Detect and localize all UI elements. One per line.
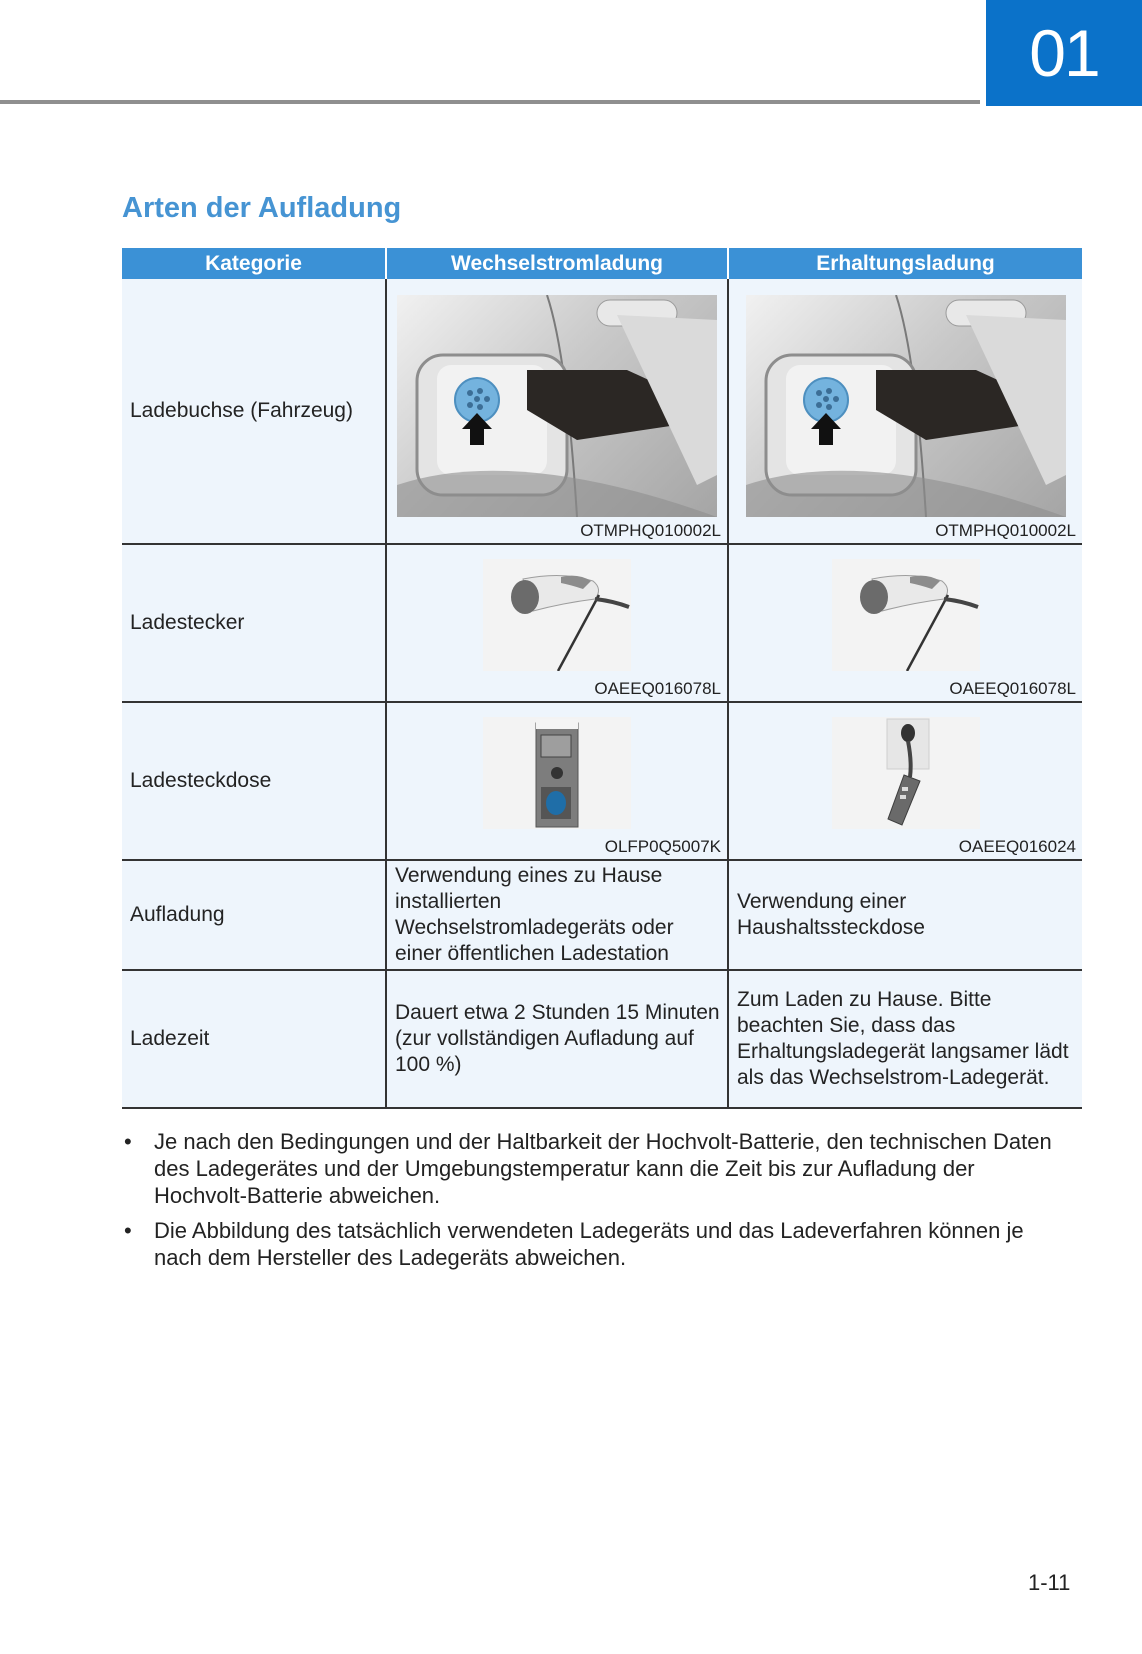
image-code: OAEEQ016024	[958, 837, 1076, 856]
ac-connector-cell	[386, 544, 728, 702]
table-row	[122, 279, 1082, 544]
table-row	[122, 970, 1082, 1108]
table-row	[122, 702, 1082, 860]
trickle-inlet-cell	[728, 279, 1082, 544]
note-item	[122, 1217, 1052, 1271]
row-label: Aufladung	[122, 860, 386, 970]
column-header-trickle: Erhaltungsladung	[728, 248, 1082, 279]
charging-connector-photo	[832, 559, 980, 671]
note-item	[122, 1128, 1052, 1209]
ac-time-text: Dauert etwa 2 Stunden 15 Minuten (zur vollständigen Aufladung auf 100 %)	[386, 970, 728, 1108]
charging-types-table	[122, 248, 1082, 1109]
wallbox-photo	[483, 717, 631, 829]
charging-inlet-photo	[746, 295, 1066, 517]
row-label: Ladezeit	[122, 970, 386, 1108]
image-code: OAEEQ016078L	[594, 679, 721, 698]
charging-inlet-photo	[397, 295, 717, 517]
note-text: Je nach den Bedingungen und der Haltbarkeit der Hochvolt-Batterie, den technischen Daten des Ladegerätes und der Umgebungstemperatur kann die Zeit bis zur Aufladung der Hochvolt-Batterie abweichen.	[154, 1129, 1052, 1208]
image-code: OAEEQ016078L	[949, 679, 1076, 698]
header-rule	[0, 100, 980, 104]
table-header-row	[122, 248, 1082, 279]
chapter-tab	[986, 0, 1142, 106]
ac-inlet-cell	[386, 279, 728, 544]
image-code: OTMPHQ010002L	[935, 521, 1076, 540]
page-number: 1-11	[1028, 1570, 1071, 1595]
row-label: Ladestecker	[122, 544, 386, 702]
ac-socket-cell	[386, 702, 728, 860]
section-title: Arten der Aufladung	[122, 192, 402, 224]
table-row	[122, 544, 1082, 702]
trickle-method-text: Verwendung einer Haushaltssteckdose	[728, 860, 1082, 970]
ac-method-text: Verwendung eines zu Hause installierten Wechselstromladegeräts oder einer öffentlichen Ladestation	[386, 860, 728, 970]
row-label: Ladebuchse (Fahrzeug)	[122, 279, 386, 544]
column-header-category: Kategorie	[122, 248, 386, 279]
bullet-icon: •	[124, 1218, 132, 1243]
note-text: Die Abbildung des tatsächlich verwendeten Ladegeräts und das Ladeverfahren können je nach dem Hersteller des Ladegeräts abweichen.	[154, 1218, 1024, 1270]
table-row	[122, 860, 1082, 970]
row-label: Ladesteckdose	[122, 702, 386, 860]
trickle-connector-cell	[728, 544, 1082, 702]
image-code: OTMPHQ010002L	[580, 521, 721, 540]
charging-connector-photo	[483, 559, 631, 671]
column-header-ac: Wechselstromladung	[386, 248, 728, 279]
household-socket-charger-photo	[832, 717, 980, 829]
chapter-number: 01	[1029, 16, 1099, 90]
bullet-icon: •	[124, 1129, 132, 1154]
image-code: OLFP0Q5007K	[604, 837, 721, 856]
notes-list	[122, 1128, 1052, 1279]
trickle-socket-cell	[728, 702, 1082, 860]
trickle-time-text: Zum Laden zu Hause. Bitte beachten Sie, dass das Erhaltungsladegerät langsamer lädt als das Wechselstrom-Ladegerät.	[728, 970, 1082, 1108]
